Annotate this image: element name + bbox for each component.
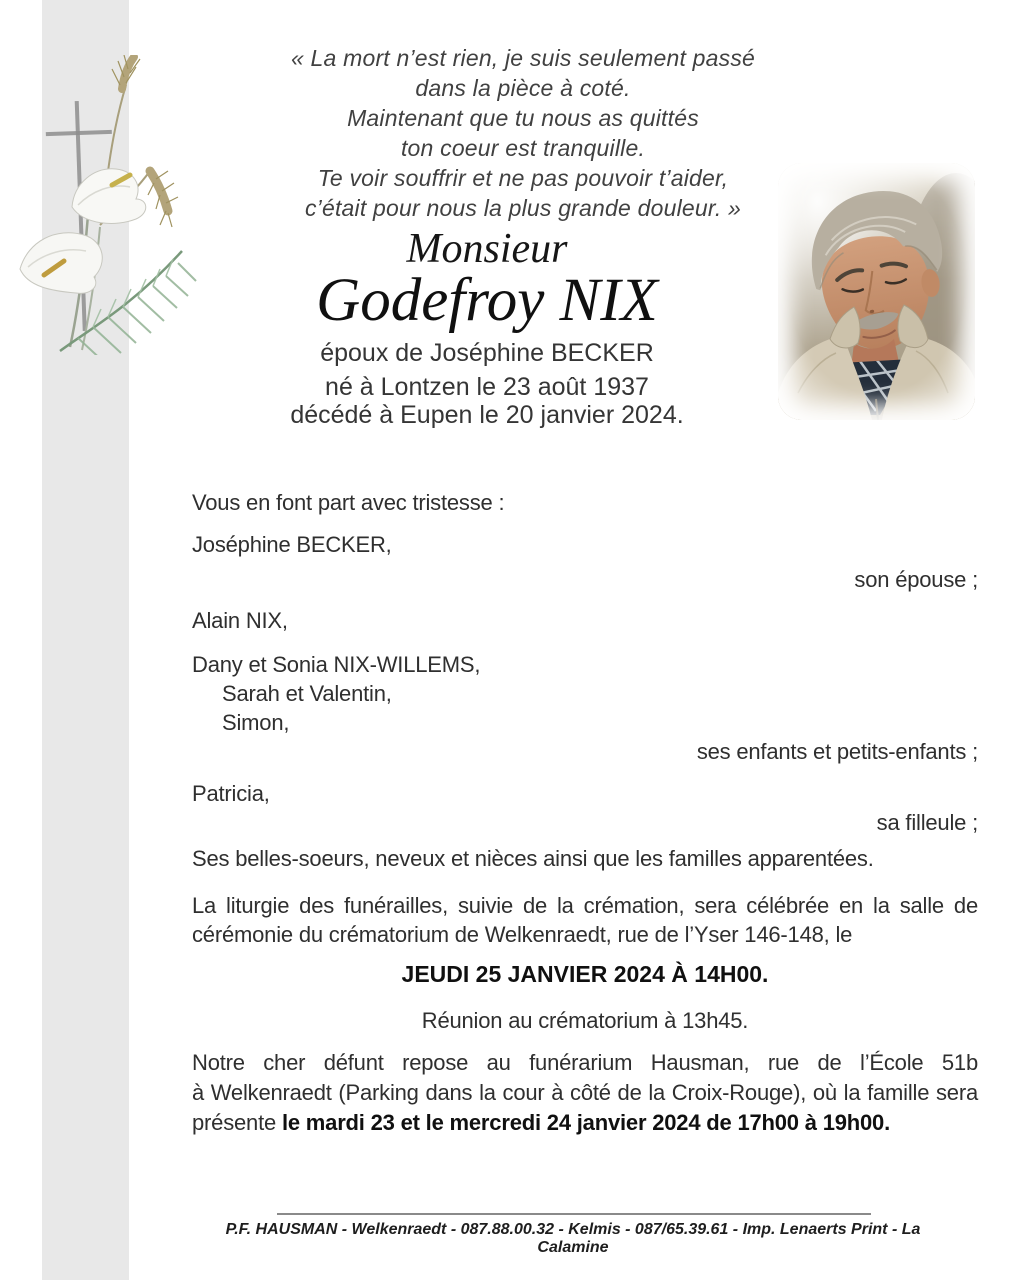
salutation: Monsieur	[406, 226, 568, 272]
family-member-line: Simon,	[222, 710, 290, 735]
repose-line: Notre cher défunt repose au funérarium Hausman, rue de l’École 51b	[192, 1050, 978, 1075]
quote-line: dans la pièce à coté.	[415, 75, 631, 101]
funeral-date-line: JEUDI 25 JANVIER 2024 À 14H00.	[401, 961, 769, 987]
funeral-home-footer: P.F. HAUSMAN - Welkenraedt - 087.88.00.32 - Kelmis - 087/65.39.61 - Imp. Lenaerts Print - La Calamine	[225, 1221, 921, 1256]
relation-label: son épouse ;	[854, 567, 978, 592]
funeral-paragraph	[192, 891, 978, 949]
announcement-intro: Vous en font part avec tristesse :	[192, 490, 505, 515]
meeting-line: Réunion au crématorium à 13h45.	[421, 1008, 749, 1033]
quote-line: Te voir souffrir et ne pas pouvoir t’aider,	[317, 165, 729, 191]
quote-line: c’était pour nous la plus grande douleur. »	[304, 195, 742, 221]
quote-line: ton coeur est tranquille.	[400, 135, 646, 161]
family-member-line: Patricia,	[192, 781, 270, 806]
family-member-line: Sarah et Valentin,	[222, 681, 392, 706]
birth-line: né à Lontzen le 23 août 1937	[325, 373, 649, 401]
repose-line	[192, 1108, 978, 1138]
relation-label: ses enfants et petits-enfants ;	[696, 739, 978, 764]
relation-label: sa filleule ;	[876, 810, 978, 835]
funeral-paragraph-line: La liturgie des funérailles, suivie de la crémation, sera célébrée en la salle de	[192, 893, 978, 918]
family-member-line: Joséphine BECKER,	[192, 532, 392, 557]
family-member-line: Alain NIX,	[192, 608, 288, 633]
deceased-portrait-photo	[778, 163, 975, 420]
repose-paragraph	[192, 1048, 978, 1138]
spouse-line: époux de Joséphine BECKER	[320, 339, 654, 367]
extended-family-line: Ses belles-soeurs, neveux et nièces ainsi que les familles apparentées.	[192, 846, 874, 871]
family-member-group	[192, 650, 978, 737]
death-line: décédé à Eupen le 20 janvier 2024.	[290, 401, 684, 429]
repose-line: à Welkenraedt (Parking dans la cour à côté de la Croix-Rouge), où la famille sera	[192, 1080, 978, 1105]
footer-divider	[277, 1213, 871, 1215]
family-member-line: Dany et Sonia NIX-WILLEMS,	[192, 652, 481, 677]
quote-line: Maintenant que tu nous as quittés	[347, 105, 699, 131]
repose-text: présente	[192, 1110, 282, 1135]
funeral-paragraph-line: cérémonie du crématorium de Welkenraedt, rue de l’Yser 146-148, le	[192, 922, 853, 947]
quote-line: « La mort n’est rien, je suis seulement passé	[290, 45, 756, 71]
portrait-illustration	[778, 163, 975, 420]
deceased-name: Godefroy NIX	[316, 267, 658, 334]
visit-hours-bold: le mardi 23 et le mercredi 24 janvier 2024 de 17h00 à 19h00.	[281, 1110, 890, 1135]
